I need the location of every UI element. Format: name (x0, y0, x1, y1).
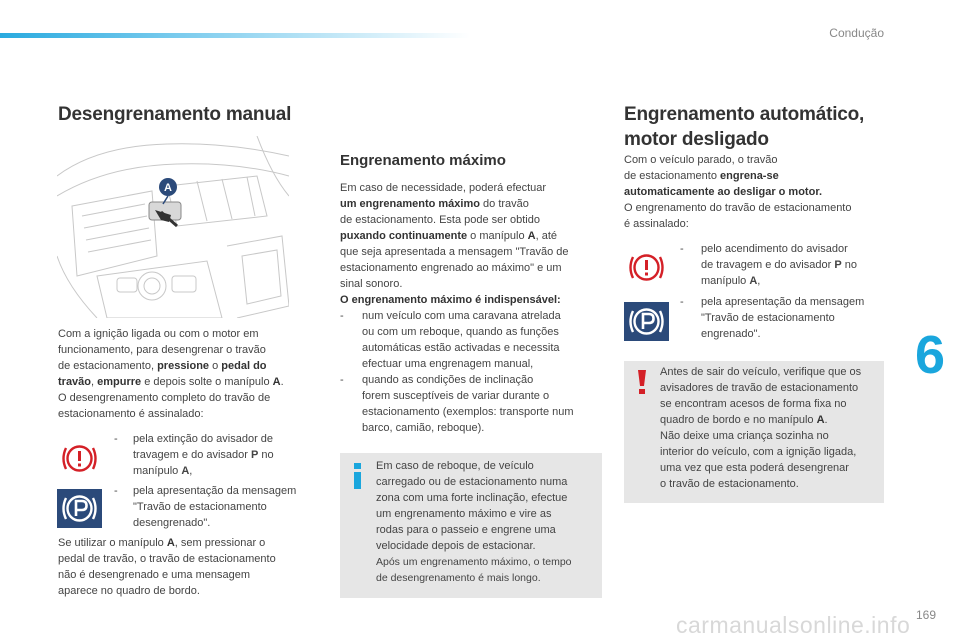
left-bullet-1: - pela extinção do avisador de travagem e do avisador P no manípulo A, (114, 433, 274, 477)
brake-warning-icon-right (624, 248, 669, 287)
info-box: Em caso de reboque, de veículo carregado ou de estacionamento numa zona com uma forte inclinação, efectue um engrenamento máximo e vire as rodas para o passeio e engrene uma velocidade depois de estacionar. Após um engrenamento máximo, o tempo de desengrenamento é mais longo. (340, 453, 602, 598)
header-accent-bar (0, 33, 470, 38)
warning-box: Antes de sair do veículo, verifique que os avisadores de travão de estacionamento se encontram acesos de forma fixa no quadro de bordo e no manípulo A. Não deixe uma criança sozinha no interior do veículo, com a ignição ligada, uma vez que esta poderá desengrenar o travão de estacionamento. (624, 361, 884, 503)
heading-max-engagement: Engrenamento máximo (340, 152, 506, 169)
right-bullet-1: - pelo acendimento do avisador de travagem e do avisador P no manípulo A, (680, 243, 857, 287)
chapter-number: 6 (914, 325, 945, 385)
left-bullet-2: - pela apresentação da mensagem "Travão de estacionamento desengrenado". (114, 485, 297, 529)
manual-release-paragraph: Com a ignição ligada ou com o motor em funcionamento, para desengrenar o travão de estacionamento, pressione o pedal do travão, empurre e depois solte o manípulo A. O desengrenamento completo do travão de estacionamento é assinalado: (58, 328, 284, 420)
heading-auto-engagement: Engrenamento automático, motor desligado (624, 104, 865, 151)
right-bullet-2: - pela apresentação da mensagem "Travão de estacionamento engrenado". (680, 296, 865, 340)
figure-label-a: A (164, 182, 172, 194)
page-number: 169 (915, 608, 936, 622)
heading-manual-release: Desengrenamento manual (58, 104, 292, 125)
brake-warning-icon (57, 439, 102, 478)
section-title: Condução (829, 26, 884, 40)
max-engagement-item-2: - quando as condições de inclinação forem susceptíveis de variar durante o estacionamento (exemplos: transporte num barco, camião, reboque). (340, 374, 574, 434)
parking-brake-p-icon-right (624, 302, 669, 341)
auto-engagement-paragraph: Com o veículo parado, o travão de estacionamento engrena-se automaticamente ao desligar o motor. O engrenamento do travão de estacionamento é assinalado: (624, 154, 852, 230)
parking-brake-p-icon (57, 489, 102, 528)
info-icon (348, 461, 368, 491)
max-engagement-item-1: - num veículo com uma caravana atrelada ou com um reboque, quando as funções automáticas estão activadas e necessita efectuar uma engrenagem manual, (340, 310, 561, 370)
exclamation-icon (633, 368, 651, 396)
manual-release-note: Se utilizar o manípulo A, sem pressionar o pedal de travão, o travão de estacionamento não é desengrenado e uma mensagem aparece no quadro de bordo. (58, 537, 276, 597)
dashboard-illustration (57, 136, 289, 318)
watermark: carmanualsonline.info (676, 612, 911, 638)
max-engagement-paragraph: Em caso de necessidade, poderá efectuar um engrenamento máximo do travão de estacionamento. Esta pode ser obtido puxando continuamente o manípulo A, até que seja apresentada a mensagem "Travão de estacionamento engrenado ao máximo" e um sinal sonoro. O engrenamento máximo é indispensável: - num veículo com uma caravana atrelada ou com um reboque, quando as funções automáticas estão activadas e necessita efectuar uma engrenagem manual, - quando as condições de inclinação forem susceptíveis de variar durante o estacionamento (exemplos: transporte num barco, camião, reboque). (340, 180, 605, 436)
